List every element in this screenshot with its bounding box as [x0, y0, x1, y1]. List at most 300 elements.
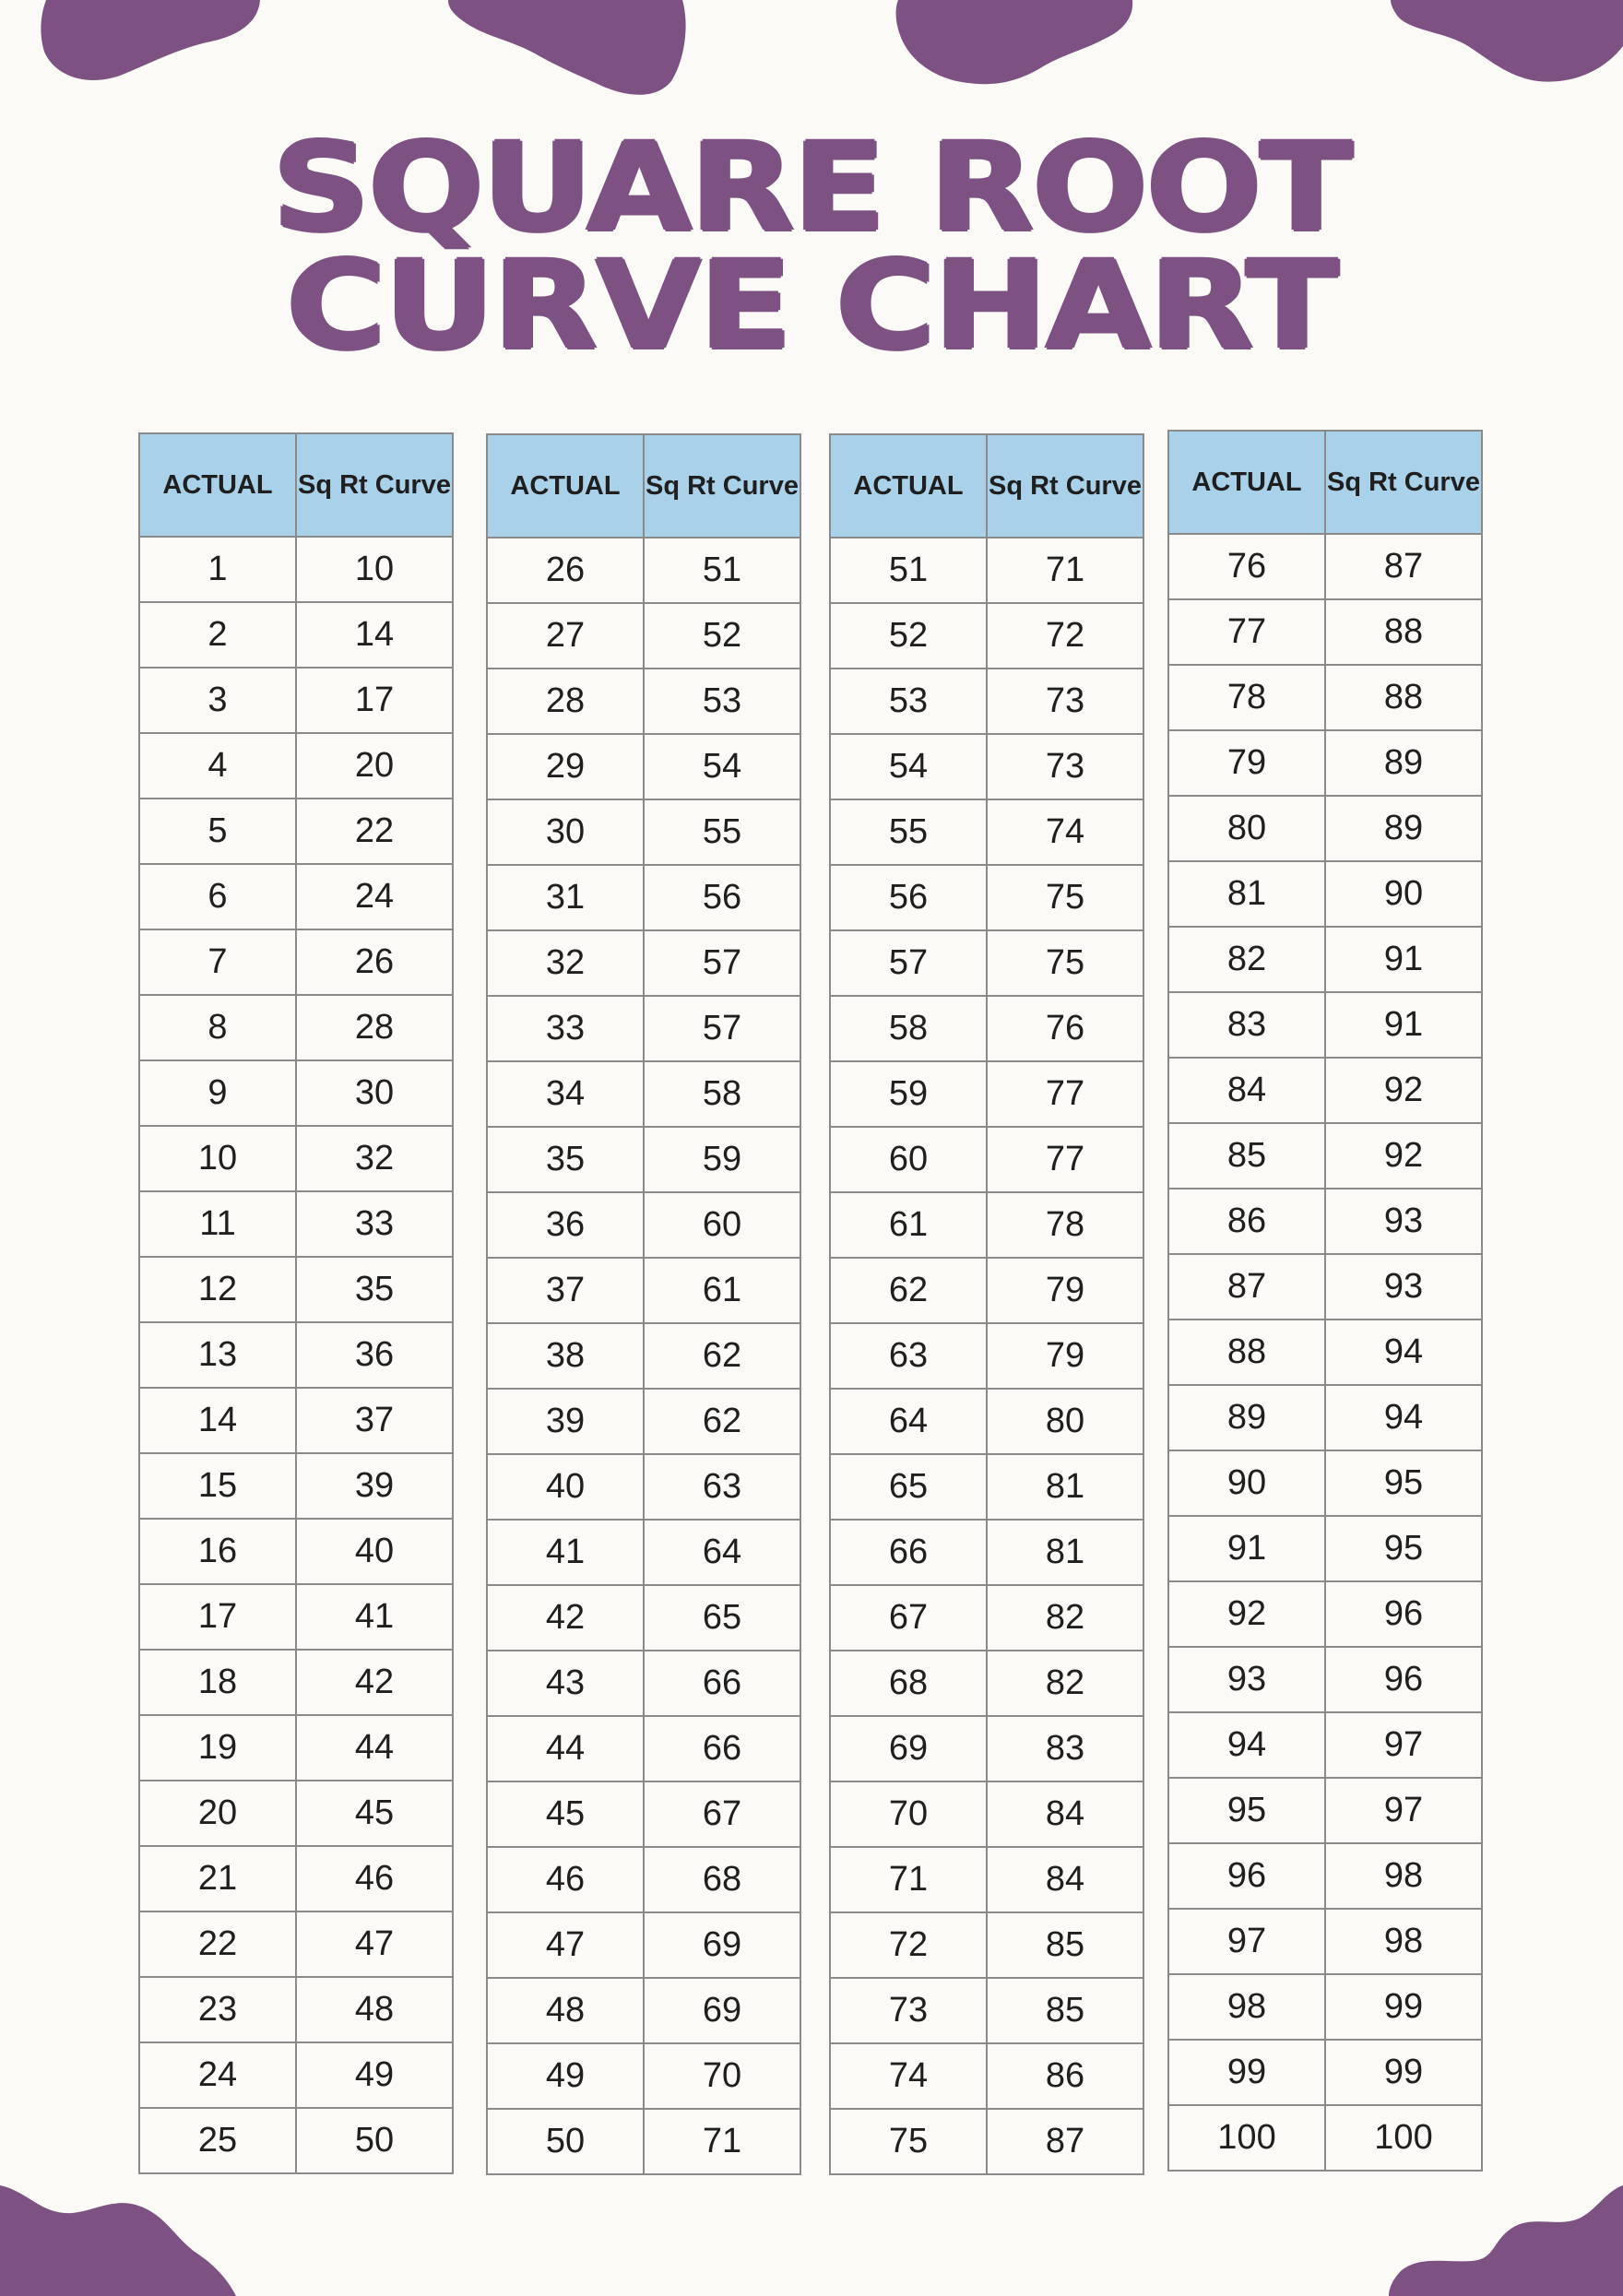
curve-cell: 51 — [644, 538, 800, 603]
curve-cell: 42 — [296, 1650, 453, 1715]
table-row — [1168, 1385, 1482, 1450]
table-row — [830, 538, 1143, 603]
table-row — [1168, 534, 1482, 599]
curve-cell: 35 — [296, 1257, 453, 1322]
table-row — [1168, 1581, 1482, 1647]
actual-cell: 99 — [1168, 2040, 1325, 2105]
actual-cell: 77 — [1168, 599, 1325, 665]
curve-cell: 98 — [1325, 1909, 1482, 1974]
table-row — [1168, 1189, 1482, 1254]
curve-cell: 52 — [644, 603, 800, 669]
curve-cell: 37 — [296, 1388, 453, 1453]
table-row — [830, 865, 1143, 930]
actual-cell: 7 — [139, 929, 296, 995]
table-row — [487, 1127, 800, 1192]
curve-cell: 71 — [987, 538, 1143, 603]
actual-cell: 3 — [139, 668, 296, 733]
table-row — [830, 1258, 1143, 1323]
table-row — [139, 1846, 453, 1911]
column-header-curve: Sq Rt Curve — [1325, 431, 1482, 534]
table-row — [830, 1585, 1143, 1651]
curve-cell: 36 — [296, 1322, 453, 1388]
actual-cell: 22 — [139, 1911, 296, 1977]
actual-cell: 90 — [1168, 1450, 1325, 1516]
actual-cell: 44 — [487, 1716, 644, 1781]
actual-cell: 85 — [1168, 1123, 1325, 1189]
curve-cell: 14 — [296, 602, 453, 668]
table-row — [830, 799, 1143, 865]
actual-cell: 61 — [830, 1192, 987, 1258]
table-row — [1168, 861, 1482, 927]
table-row — [487, 2109, 800, 2174]
curve-cell: 30 — [296, 1060, 453, 1126]
table-row — [139, 537, 453, 602]
table-row — [1168, 2040, 1482, 2105]
page-title — [0, 117, 1623, 377]
table-row — [139, 1519, 453, 1584]
actual-cell: 10 — [139, 1126, 296, 1191]
actual-cell: 84 — [1168, 1058, 1325, 1123]
actual-cell: 40 — [487, 1454, 644, 1520]
actual-cell: 86 — [1168, 1189, 1325, 1254]
curve-cell: 41 — [296, 1584, 453, 1650]
table-row — [1168, 1450, 1482, 1516]
curve-cell: 10 — [296, 537, 453, 602]
curve-cell: 46 — [296, 1846, 453, 1911]
table-row — [487, 1847, 800, 1912]
column-header-actual: ACTUAL — [487, 434, 644, 538]
table-header-row — [1168, 431, 1482, 534]
table-body — [487, 538, 800, 2174]
curve-cell: 77 — [987, 1061, 1143, 1127]
actual-cell: 20 — [139, 1781, 296, 1846]
column-header-curve: Sq Rt Curve — [296, 433, 453, 537]
table-row — [487, 930, 800, 996]
curve-table-1 — [138, 432, 454, 2174]
curve-cell: 84 — [987, 1847, 1143, 1912]
curve-table — [829, 433, 1144, 2175]
table-row — [830, 1912, 1143, 1978]
table-row — [487, 865, 800, 930]
table-row — [487, 734, 800, 799]
table-row — [487, 669, 800, 734]
blob-top-left — [41, 0, 260, 80]
actual-cell: 35 — [487, 1127, 644, 1192]
curve-table — [1167, 430, 1483, 2172]
curve-table-3 — [829, 433, 1144, 2175]
curve-cell: 97 — [1325, 1778, 1482, 1843]
curve-cell: 74 — [987, 799, 1143, 865]
curve-cell: 66 — [644, 1716, 800, 1781]
table-row — [830, 1192, 1143, 1258]
actual-cell: 73 — [830, 1978, 987, 2043]
curve-cell: 82 — [987, 1585, 1143, 1651]
actual-cell: 1 — [139, 537, 296, 602]
curve-cell: 20 — [296, 733, 453, 799]
curve-cell: 73 — [987, 734, 1143, 799]
actual-cell: 24 — [139, 2042, 296, 2108]
curve-cell: 93 — [1325, 1189, 1482, 1254]
actual-cell: 48 — [487, 1978, 644, 2043]
actual-cell: 25 — [139, 2108, 296, 2173]
actual-cell: 66 — [830, 1520, 987, 1585]
actual-cell: 89 — [1168, 1385, 1325, 1450]
curve-cell: 71 — [644, 2109, 800, 2174]
curve-cell: 98 — [1325, 1843, 1482, 1909]
curve-cell: 60 — [644, 1192, 800, 1258]
table-row — [830, 1520, 1143, 1585]
curve-table-2 — [486, 433, 801, 2175]
curve-cell: 33 — [296, 1191, 453, 1257]
curve-cell: 48 — [296, 1977, 453, 2042]
curve-cell: 96 — [1325, 1647, 1482, 1712]
curve-cell: 53 — [644, 669, 800, 734]
actual-cell: 88 — [1168, 1320, 1325, 1385]
table-row — [1168, 796, 1482, 861]
table-row — [830, 1847, 1143, 1912]
table-row — [139, 1060, 453, 1126]
curve-cell: 85 — [987, 1978, 1143, 2043]
curve-cell: 88 — [1325, 599, 1482, 665]
table-row — [487, 1061, 800, 1127]
table-row — [139, 864, 453, 929]
actual-cell: 12 — [139, 1257, 296, 1322]
table-row — [1168, 730, 1482, 796]
actual-cell: 64 — [830, 1389, 987, 1454]
curve-cell: 92 — [1325, 1123, 1482, 1189]
table-row — [1168, 1843, 1482, 1909]
curve-cell: 92 — [1325, 1058, 1482, 1123]
curve-cell: 49 — [296, 2042, 453, 2108]
actual-cell: 21 — [139, 1846, 296, 1911]
table-row — [1168, 665, 1482, 730]
title-line-1: SQUARE ROOT — [272, 117, 1351, 259]
curve-cell: 94 — [1325, 1385, 1482, 1450]
actual-cell: 93 — [1168, 1647, 1325, 1712]
actual-cell: 81 — [1168, 861, 1325, 927]
curve-cell: 32 — [296, 1126, 453, 1191]
column-header-curve: Sq Rt Curve — [644, 434, 800, 538]
table-row — [1168, 1320, 1482, 1385]
actual-cell: 5 — [139, 799, 296, 864]
blob-bottom-left — [0, 2185, 236, 2296]
actual-cell: 45 — [487, 1781, 644, 1847]
curve-cell: 77 — [987, 1127, 1143, 1192]
actual-cell: 14 — [139, 1388, 296, 1453]
table-row — [830, 1323, 1143, 1389]
table-row — [830, 669, 1143, 734]
curve-cell: 95 — [1325, 1450, 1482, 1516]
actual-cell: 18 — [139, 1650, 296, 1715]
actual-cell: 70 — [830, 1781, 987, 1847]
curve-cell: 50 — [296, 2108, 453, 2173]
actual-cell: 29 — [487, 734, 644, 799]
table-row — [1168, 927, 1482, 992]
curve-cell: 87 — [1325, 534, 1482, 599]
table-row — [487, 1258, 800, 1323]
curve-cell: 96 — [1325, 1581, 1482, 1647]
table-row — [830, 2043, 1143, 2109]
table-row — [139, 1911, 453, 1977]
table-row — [139, 1453, 453, 1519]
table-row — [1168, 1974, 1482, 2040]
actual-cell: 55 — [830, 799, 987, 865]
table-row — [1168, 1254, 1482, 1320]
table-row — [830, 1651, 1143, 1716]
table-row — [830, 734, 1143, 799]
curve-cell: 91 — [1325, 992, 1482, 1058]
actual-cell: 67 — [830, 1585, 987, 1651]
actual-cell: 36 — [487, 1192, 644, 1258]
curve-cell: 97 — [1325, 1712, 1482, 1778]
table-row — [1168, 1712, 1482, 1778]
table-header-row — [139, 433, 453, 537]
actual-cell: 46 — [487, 1847, 644, 1912]
actual-cell: 37 — [487, 1258, 644, 1323]
actual-cell: 2 — [139, 602, 296, 668]
curve-cell: 70 — [644, 2043, 800, 2109]
table-row — [139, 668, 453, 733]
column-header-actual: ACTUAL — [139, 433, 296, 537]
actual-cell: 65 — [830, 1454, 987, 1520]
curve-cell: 63 — [644, 1454, 800, 1520]
actual-cell: 9 — [139, 1060, 296, 1126]
actual-cell: 94 — [1168, 1712, 1325, 1778]
curve-cell: 89 — [1325, 730, 1482, 796]
actual-cell: 62 — [830, 1258, 987, 1323]
curve-cell: 88 — [1325, 665, 1482, 730]
actual-cell: 83 — [1168, 992, 1325, 1058]
table-row — [487, 799, 800, 865]
table-row — [139, 1191, 453, 1257]
table-row — [487, 1978, 800, 2043]
curve-cell: 59 — [644, 1127, 800, 1192]
actual-cell: 63 — [830, 1323, 987, 1389]
table-row — [139, 2042, 453, 2108]
table-row — [1168, 1778, 1482, 1843]
curve-cell: 81 — [987, 1520, 1143, 1585]
table-row — [139, 929, 453, 995]
curve-cell: 86 — [987, 2043, 1143, 2109]
actual-cell: 54 — [830, 734, 987, 799]
curve-cell: 45 — [296, 1781, 453, 1846]
curve-cell: 76 — [987, 996, 1143, 1061]
curve-cell: 58 — [644, 1061, 800, 1127]
table-row — [139, 2108, 453, 2173]
table-row — [830, 1978, 1143, 2043]
curve-cell: 99 — [1325, 1974, 1482, 2040]
table-row — [487, 603, 800, 669]
curve-cell: 66 — [644, 1651, 800, 1716]
table-row — [487, 1651, 800, 1716]
table-body — [139, 537, 453, 2173]
actual-cell: 41 — [487, 1520, 644, 1585]
table-row — [830, 1389, 1143, 1454]
curve-cell: 24 — [296, 864, 453, 929]
curve-table — [486, 433, 801, 2175]
curve-cell: 47 — [296, 1911, 453, 1977]
actual-cell: 26 — [487, 538, 644, 603]
table-row — [139, 1977, 453, 2042]
table-header-row — [487, 434, 800, 538]
actual-cell: 80 — [1168, 796, 1325, 861]
actual-cell: 34 — [487, 1061, 644, 1127]
table-row — [139, 1388, 453, 1453]
curve-cell: 69 — [644, 1912, 800, 1978]
actual-cell: 76 — [1168, 534, 1325, 599]
table-row — [139, 1781, 453, 1846]
actual-cell: 79 — [1168, 730, 1325, 796]
table-row — [487, 1585, 800, 1651]
table-row — [139, 1584, 453, 1650]
actual-cell: 51 — [830, 538, 987, 603]
curve-cell: 79 — [987, 1323, 1143, 1389]
curve-cell: 62 — [644, 1389, 800, 1454]
table-row — [139, 1126, 453, 1191]
table-row — [487, 1520, 800, 1585]
curve-cell: 44 — [296, 1715, 453, 1781]
curve-cell: 75 — [987, 865, 1143, 930]
table-row — [1168, 2105, 1482, 2171]
curve-cell: 57 — [644, 996, 800, 1061]
table-row — [830, 930, 1143, 996]
curve-cell: 94 — [1325, 1320, 1482, 1385]
curve-cell: 40 — [296, 1519, 453, 1584]
actual-cell: 98 — [1168, 1974, 1325, 2040]
actual-cell: 30 — [487, 799, 644, 865]
table-row — [139, 1322, 453, 1388]
curve-cell: 54 — [644, 734, 800, 799]
table-row — [487, 1912, 800, 1978]
curve-cell: 61 — [644, 1258, 800, 1323]
actual-cell: 72 — [830, 1912, 987, 1978]
curve-cell: 82 — [987, 1651, 1143, 1716]
actual-cell: 56 — [830, 865, 987, 930]
table-row — [1168, 1516, 1482, 1581]
curve-table — [138, 432, 454, 2174]
table-row — [830, 1127, 1143, 1192]
curve-table-4 — [1167, 430, 1483, 2172]
curve-cell: 39 — [296, 1453, 453, 1519]
curve-cell: 57 — [644, 930, 800, 996]
actual-cell: 32 — [487, 930, 644, 996]
table-row — [830, 1781, 1143, 1847]
actual-cell: 96 — [1168, 1843, 1325, 1909]
table-header-row — [830, 434, 1143, 538]
curve-cell: 85 — [987, 1912, 1143, 1978]
actual-cell: 75 — [830, 2109, 987, 2174]
table-row — [139, 1715, 453, 1781]
curve-cell: 68 — [644, 1847, 800, 1912]
table-row — [830, 1454, 1143, 1520]
actual-cell: 92 — [1168, 1581, 1325, 1647]
table-row — [487, 1389, 800, 1454]
curve-cell: 22 — [296, 799, 453, 864]
table-row — [139, 602, 453, 668]
actual-cell: 95 — [1168, 1778, 1325, 1843]
actual-cell: 27 — [487, 603, 644, 669]
curve-cell: 99 — [1325, 2040, 1482, 2105]
actual-cell: 68 — [830, 1651, 987, 1716]
actual-cell: 69 — [830, 1716, 987, 1781]
curve-cell: 72 — [987, 603, 1143, 669]
table-row — [830, 603, 1143, 669]
curve-cell: 17 — [296, 668, 453, 733]
column-header-actual: ACTUAL — [1168, 431, 1325, 534]
table-body — [830, 538, 1143, 2174]
actual-cell: 23 — [139, 1977, 296, 2042]
curve-cell: 89 — [1325, 796, 1482, 861]
table-body — [1168, 534, 1482, 2171]
table-row — [830, 1061, 1143, 1127]
actual-cell: 31 — [487, 865, 644, 930]
curve-cell: 81 — [987, 1454, 1143, 1520]
curve-cell: 90 — [1325, 861, 1482, 927]
actual-cell: 82 — [1168, 927, 1325, 992]
actual-cell: 4 — [139, 733, 296, 799]
column-header-curve: Sq Rt Curve — [987, 434, 1143, 538]
table-row — [487, 1323, 800, 1389]
curve-cell: 79 — [987, 1258, 1143, 1323]
table-row — [139, 1650, 453, 1715]
curve-cell: 62 — [644, 1323, 800, 1389]
table-row — [139, 1257, 453, 1322]
actual-cell: 42 — [487, 1585, 644, 1651]
curve-cell: 67 — [644, 1781, 800, 1847]
curve-cell: 84 — [987, 1781, 1143, 1847]
actual-cell: 17 — [139, 1584, 296, 1650]
table-row — [487, 996, 800, 1061]
blob-top-center-left — [448, 0, 686, 95]
curve-cell: 95 — [1325, 1516, 1482, 1581]
actual-cell: 16 — [139, 1519, 296, 1584]
actual-cell: 6 — [139, 864, 296, 929]
curve-cell: 100 — [1325, 2105, 1482, 2171]
actual-cell: 50 — [487, 2109, 644, 2174]
table-row — [1168, 1058, 1482, 1123]
actual-cell: 19 — [139, 1715, 296, 1781]
table-row — [1168, 1123, 1482, 1189]
curve-cell: 78 — [987, 1192, 1143, 1258]
table-row — [830, 996, 1143, 1061]
actual-cell: 13 — [139, 1322, 296, 1388]
actual-cell: 100 — [1168, 2105, 1325, 2171]
curve-cell: 69 — [644, 1978, 800, 2043]
actual-cell: 15 — [139, 1453, 296, 1519]
actual-cell: 74 — [830, 2043, 987, 2109]
curve-cell: 73 — [987, 669, 1143, 734]
table-row — [830, 2109, 1143, 2174]
actual-cell: 60 — [830, 1127, 987, 1192]
curve-cell: 26 — [296, 929, 453, 995]
table-row — [487, 1716, 800, 1781]
table-row — [1168, 992, 1482, 1058]
actual-cell: 97 — [1168, 1909, 1325, 1974]
table-row — [487, 1781, 800, 1847]
table-row — [487, 2043, 800, 2109]
table-row — [487, 1192, 800, 1258]
table-row — [1168, 599, 1482, 665]
curve-cell: 87 — [987, 2109, 1143, 2174]
curve-cell: 80 — [987, 1389, 1143, 1454]
curve-cell: 75 — [987, 930, 1143, 996]
actual-cell: 58 — [830, 996, 987, 1061]
curve-cell: 93 — [1325, 1254, 1482, 1320]
curve-cell: 64 — [644, 1520, 800, 1585]
actual-cell: 52 — [830, 603, 987, 669]
actual-cell: 43 — [487, 1651, 644, 1716]
actual-cell: 8 — [139, 995, 296, 1060]
